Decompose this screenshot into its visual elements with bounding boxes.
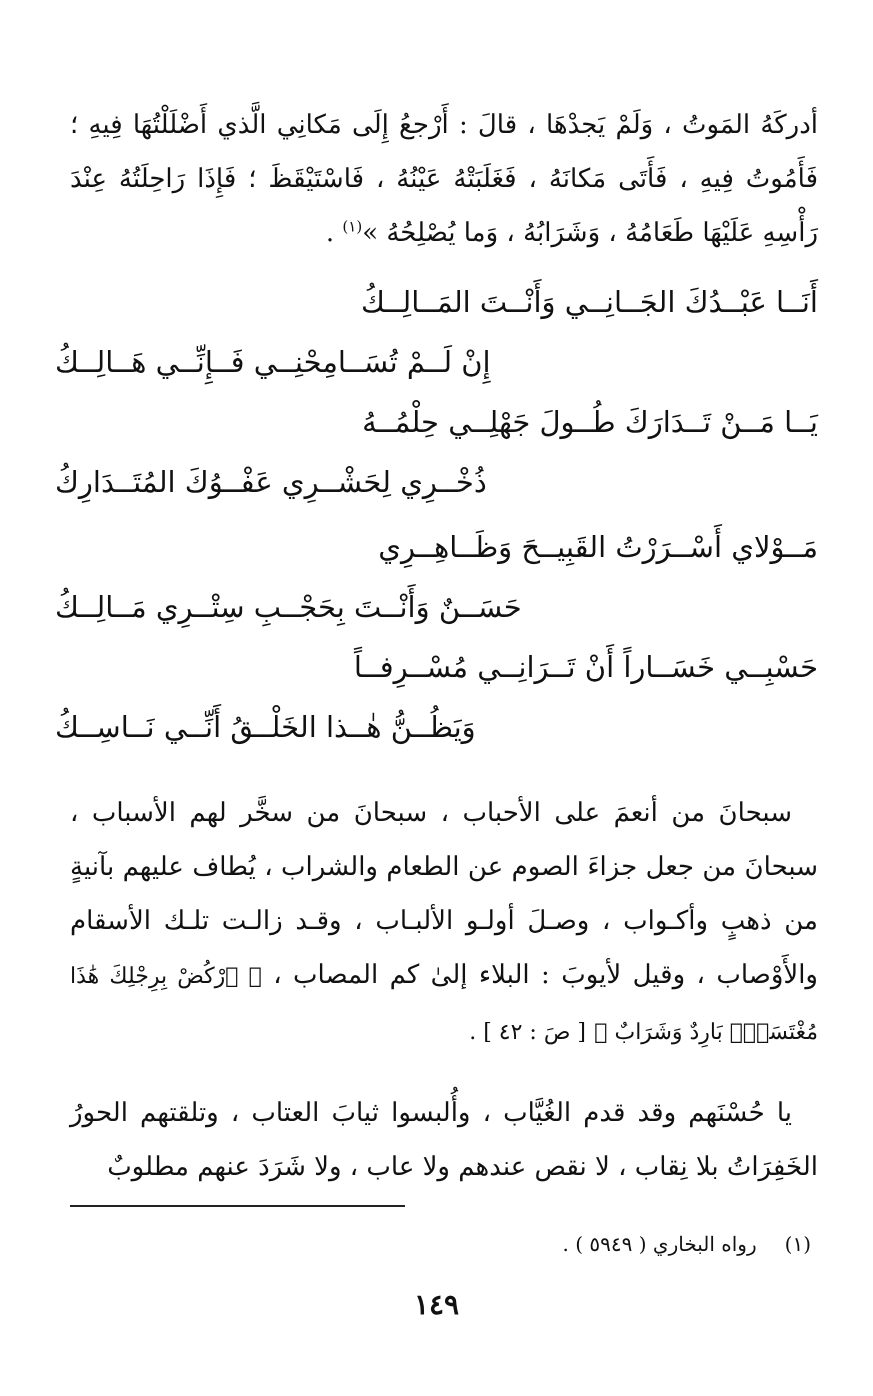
paragraph-end: .	[325, 218, 343, 248]
footnote-reference: (١)	[342, 217, 363, 236]
poem-verse-4: ذُخْــرِي لِحَشْــرِي عَفْــوُكَ المُتَــدَارِكُ	[55, 465, 487, 499]
footnote-number: (١)	[784, 1232, 811, 1256]
poem-verse-7: حَسْبِــي خَسَــاراً أَنْ تَــرَانِــي مُسْــرِفــاً	[353, 650, 818, 684]
quran-citation: [ صَ : ٤٢ ] .	[469, 1020, 587, 1045]
poem-verse-1: أَنَــا عَبْــدُكَ الجَــانِــي وَأَنْــتَ المَــالِــكُ	[360, 285, 818, 319]
footnote	[563, 1228, 811, 1260]
paragraph-hadith-ending	[70, 98, 818, 260]
poem-verse-2: إِنْ لَــمْ تُسَــامِحْنِــي فَــإِنِّــي هَــالِــكُ	[55, 345, 491, 379]
page-number: ١٤٩	[413, 1288, 460, 1321]
poem-verse-8: وَيَظُــنُّ هٰــذا الخَلْــقُ أَنِّــي نَــاسِــكُ	[55, 710, 476, 744]
footnote-text: رواه البخاري ( ٥٩٤٩ ) .	[562, 1232, 757, 1256]
footnote-divider	[70, 1205, 405, 1207]
paragraph-text: سبحانَ من أنعمَ على الأحباب ، سبحانَ من سخَّر لهم الأسباب ، سبحانَ من جعل جزاءَ الصوم عن الطعام والشراب ، يُطاف عليهم بآنيةٍ من ذهبٍ وأكـواب ، وصـلَ أولـو الألبـاب ، وقـد زالـت تلـك الأسقام والأَوْصاب ، وقيل لأيوبَ : البلاء إلىٰ كم المصاب ،	[70, 798, 818, 990]
poem-verse-5: مَــوْلاي أَسْــرَرْتُ القَبِيــحَ وَظَــاهِــرِي	[378, 530, 818, 564]
quran-verse: ﴿ ٱرْكُضْ بِرِجْلِكَ هَٰذَا مُغْتَسَلٌۢ بَارِدٌ وَشَرَابٌ ﴾	[70, 964, 818, 1045]
paragraph-ya-husnahum	[70, 1086, 818, 1194]
paragraph-text: أدركَهُ المَوتُ ، وَلَمْ يَجدْهَا ، قالَ : أَرْجعُ إِلَى مَكانِي الَّذي أَضْلَلْتُهَا فِيهِ ؛ فَأَمُوتُ فِيهِ ، فَأَتَى مَكانَهُ ، فَغَلَبَتْهُ عَيْنُهُ ، فَاسْتَيْقَظَ ؛ فَإِذَا رَاحِلَتُهُ عِنْدَ رَأْسِهِ عَلَيْهَا طَعَامُهُ ، وَشَرَابُهُ ، وَما يُصْلِحُهُ »	[70, 110, 818, 248]
poem-verse-3: يَــا مَــنْ تَــدَارَكَ طُــولَ جَهْلِــي حِلْمُــهُ	[362, 405, 818, 439]
paragraph-subhan	[70, 786, 818, 1060]
paragraph-text: يا حُسْنَهم وقد قدم الغُيَّاب ، وأُلبسوا ثيابَ العتاب ، وتلقتهم الحورُ الخَفِرَاتُ بلا نِقاب ، لا نقص عندهم ولا عاب ، ولا شَرَدَ عنهم مطلوبٌ	[70, 1098, 818, 1182]
poem-verse-6: حَسَــنٌ وَأَنْــتَ بِحَجْــبِ سِتْــرِي مَــالِــكُ	[55, 590, 522, 624]
